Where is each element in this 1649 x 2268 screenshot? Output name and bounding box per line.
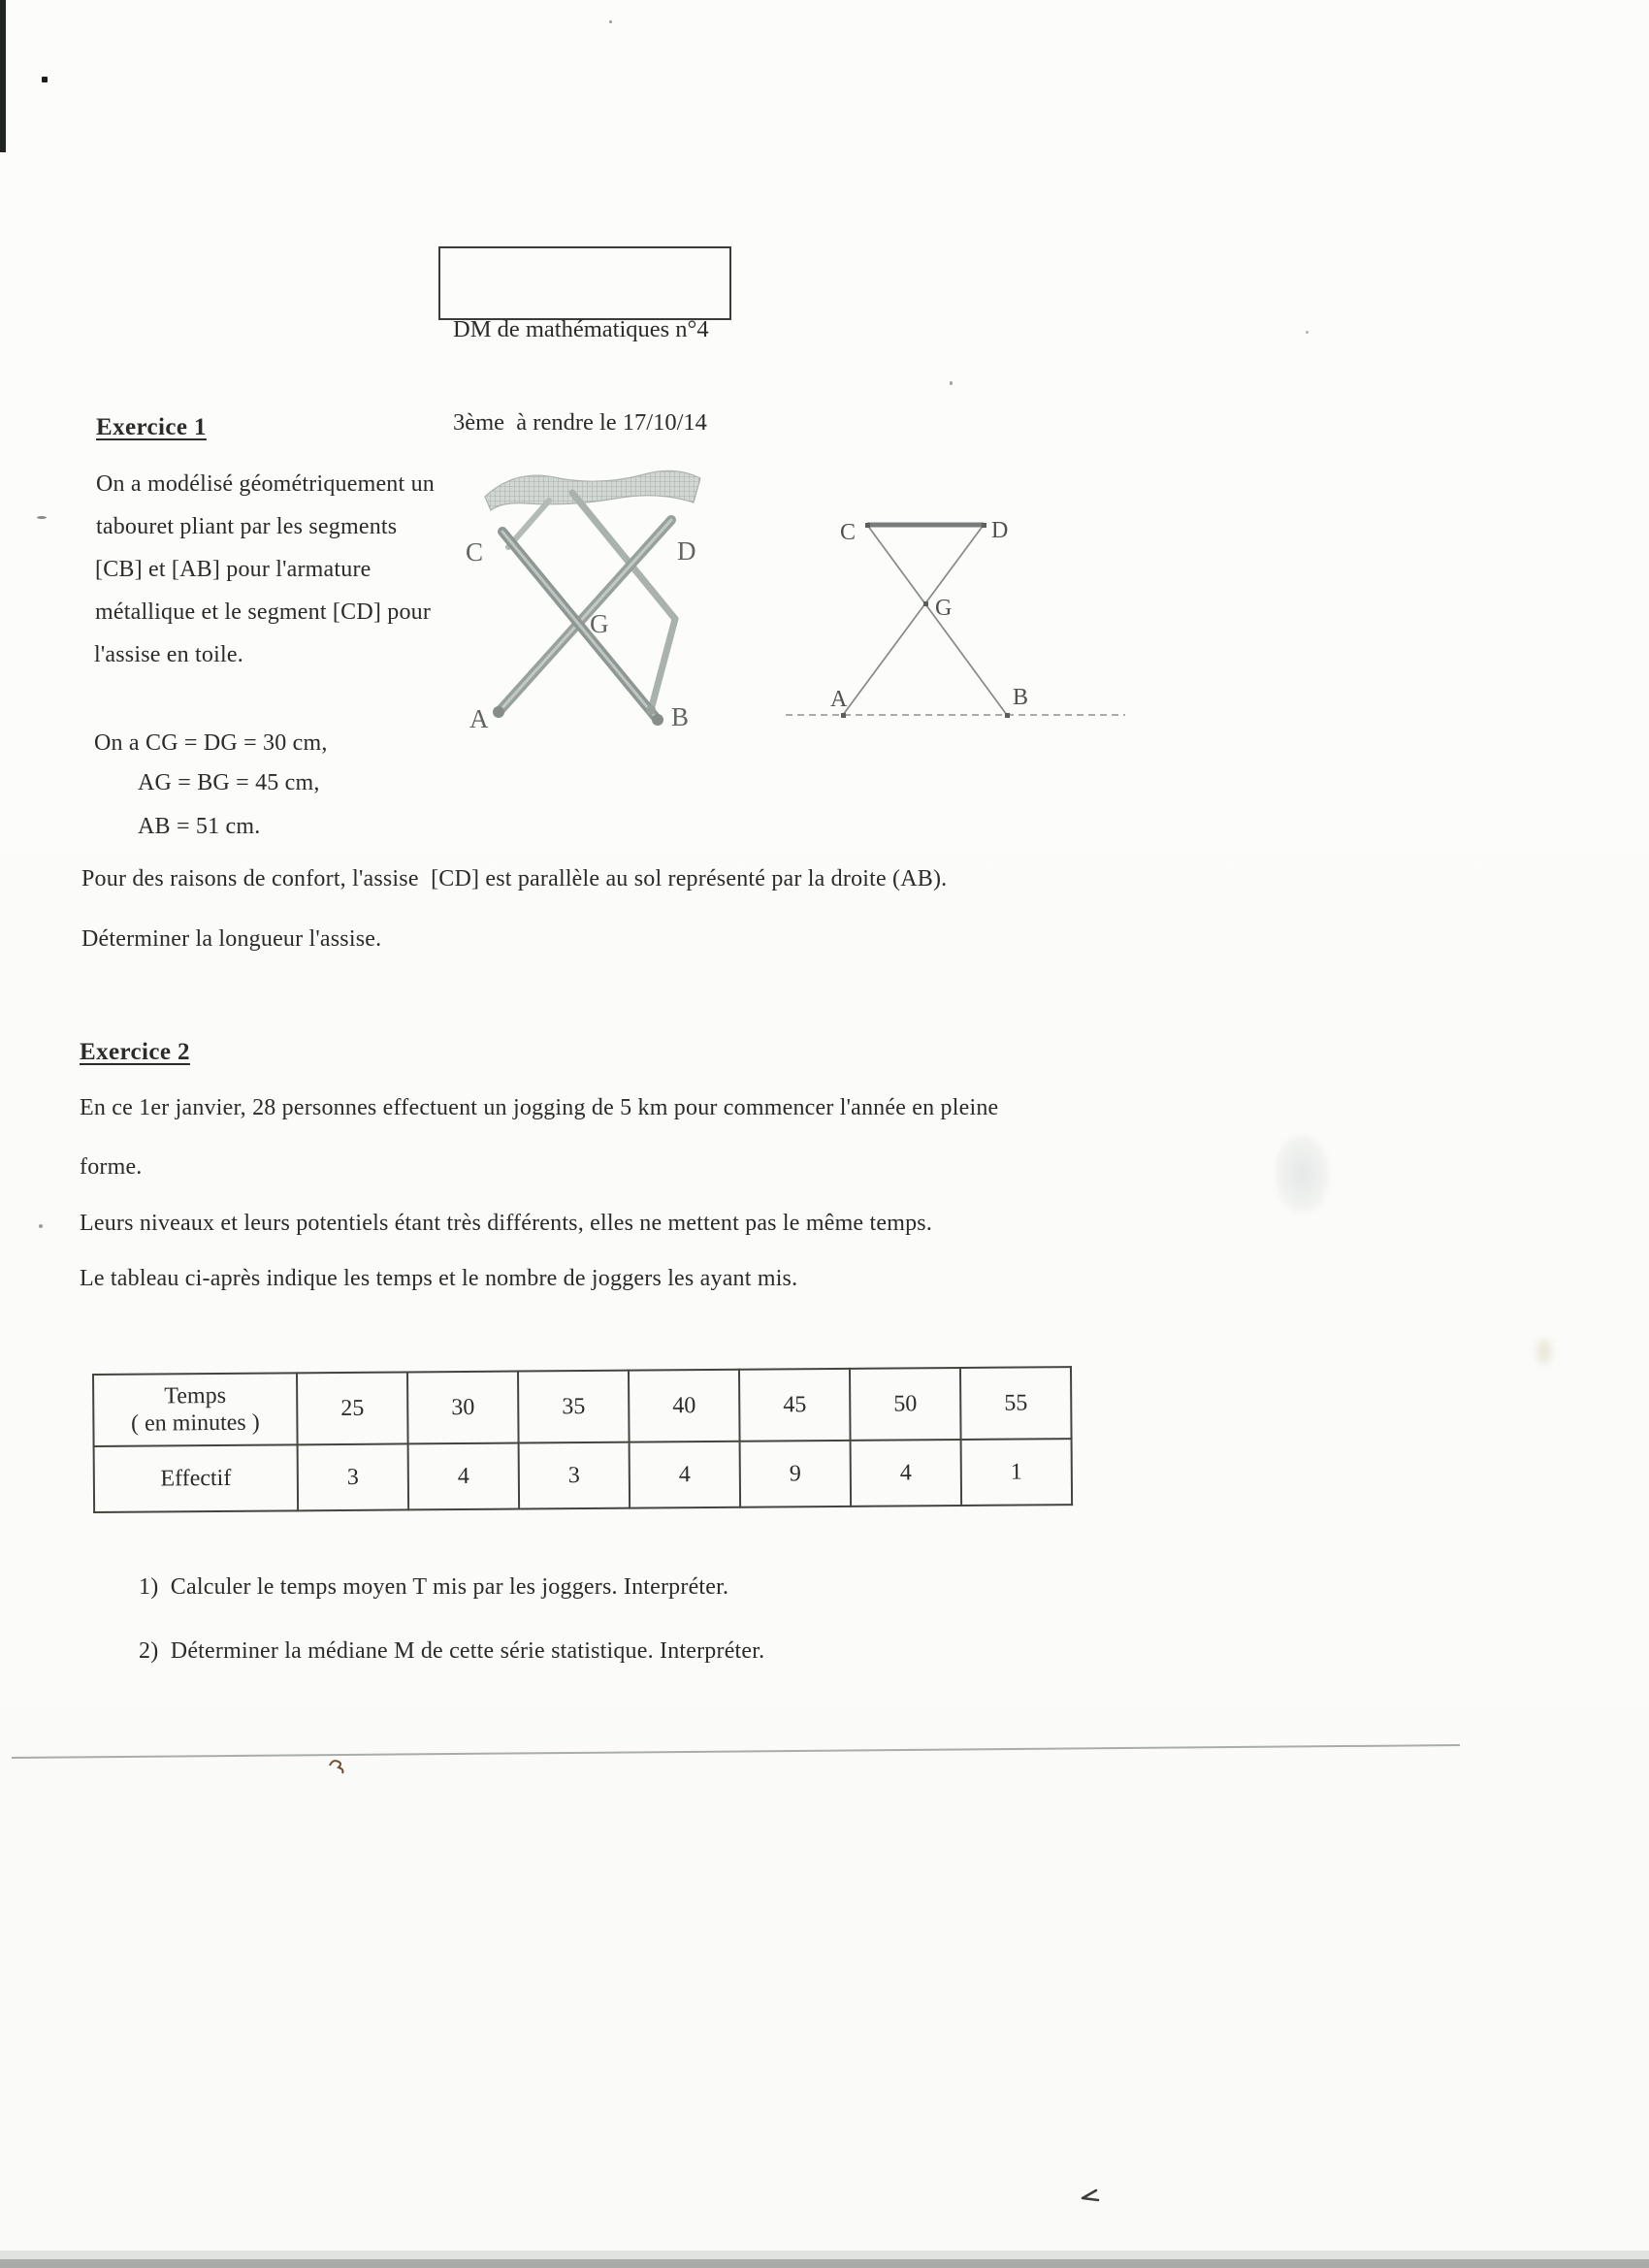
table-cell-count: 3 xyxy=(298,1443,409,1510)
exercise2-intro-line: Le tableau ci-après indique les temps et le nombre de joggers les ayant mis. xyxy=(80,1266,798,1291)
scan-speck xyxy=(37,516,47,519)
pen-squiggle-mark xyxy=(330,1761,343,1773)
table-cell-time: 50 xyxy=(850,1368,961,1441)
table-cell-count: 9 xyxy=(740,1441,852,1507)
exercise2-intro-line: Leurs niveaux et leurs potentiels étant très différents, elles ne mettent pas le même temps. xyxy=(80,1211,933,1236)
table-cell-time: 45 xyxy=(739,1369,851,1442)
stool-label-C: C xyxy=(466,537,484,567)
exercise2-intro-line: forme. xyxy=(80,1154,143,1180)
scan-smudge xyxy=(1276,1135,1329,1213)
folding-stool-photo xyxy=(456,452,747,748)
exercise1-intro-line: l'assise en toile. xyxy=(94,642,243,667)
stool-seat-fabric xyxy=(485,470,700,510)
diagram-label-C: C xyxy=(840,520,857,545)
table-cell-time: 30 xyxy=(407,1372,519,1444)
measurement-line: AB = 51 cm. xyxy=(138,814,261,839)
geometry-diagram xyxy=(786,473,1125,737)
exercise2-heading: Exercice 2 xyxy=(80,1039,190,1065)
diagram-label-B: B xyxy=(1013,685,1029,710)
table-cell-time: 55 xyxy=(960,1367,1072,1440)
sheet-bottom-edge xyxy=(0,1736,1649,1804)
homework-header-box xyxy=(438,246,731,436)
exercise1-task: Déterminer la longueur l'assise. xyxy=(81,926,382,952)
diagram-label-A: A xyxy=(830,687,848,712)
temps-label-line1: Temps xyxy=(164,1382,227,1409)
scan-speck xyxy=(950,381,953,385)
scan-speck xyxy=(42,77,48,82)
exercise1-intro-line: tabouret pliant par les segments xyxy=(96,514,398,539)
table-cell-count: 1 xyxy=(961,1439,1073,1506)
exercise2-question-2: 2) Déterminer la médiane M de cette série statistique. Interpréter. xyxy=(139,1638,765,1664)
small-check-mark xyxy=(1077,2185,1112,2212)
header-title: DM de mathématiques n°4 xyxy=(453,316,709,342)
exercise2-question-1: 1) Calculer le temps moyen T mis par les joggers. Interpréter. xyxy=(139,1574,729,1600)
temps-label-line2: ( en minutes ) xyxy=(130,1409,260,1437)
stool-label-D: D xyxy=(677,536,696,566)
table-cell-count: 3 xyxy=(519,1442,630,1509)
exercise1-heading: Exercice 1 xyxy=(96,414,207,440)
exercise1-note: Pour des raisons de confort, l'assise [CD] est parallèle au sol représenté par la droite (AB). xyxy=(81,866,948,891)
table-cell-time: 35 xyxy=(518,1371,630,1443)
exercise1-intro-line: métallique et le segment [CD] pour xyxy=(95,599,432,625)
table-cell-count: 4 xyxy=(408,1443,520,1510)
measurement-line: On a CG = DG = 30 cm, xyxy=(94,730,328,756)
scanner-edge-strip-top-left xyxy=(0,0,6,152)
table-header-effectif: Effectif xyxy=(94,1444,299,1512)
scan-speck xyxy=(1306,331,1309,334)
stool-label-G: G xyxy=(590,609,609,638)
scan-smudge xyxy=(1535,1337,1554,1366)
diagram-label-G: G xyxy=(935,596,953,621)
scan-speck xyxy=(39,1224,43,1228)
measurement-line: AG = BG = 45 cm, xyxy=(138,770,320,795)
table-cell-time: 25 xyxy=(297,1372,408,1444)
exercise1-intro-line: On a modélisé géométriquement un xyxy=(96,471,435,497)
header-due-date: 3ème à rendre le 17/10/14 xyxy=(453,409,707,436)
stool-label-B: B xyxy=(671,702,690,731)
table-cell-count: 4 xyxy=(630,1442,741,1508)
table-row-times xyxy=(93,1367,1072,1446)
table-row-counts xyxy=(94,1439,1073,1512)
stool-label-A: A xyxy=(469,704,489,733)
scanner-strip-dark xyxy=(0,2259,1649,2268)
table-header-temps xyxy=(93,1373,298,1446)
table-cell-time: 40 xyxy=(629,1370,740,1442)
table-cell-count: 4 xyxy=(851,1440,962,1507)
statistics-table xyxy=(92,1366,1073,1513)
diagram-label-D: D xyxy=(991,518,1009,543)
scan-speck xyxy=(609,20,612,23)
exercise1-intro-line: [CB] et [AB] pour l'armature xyxy=(95,557,372,582)
exercise2-intro-line: En ce 1er janvier, 28 personnes effectuent un jogging de 5 km pour commencer l'année en pleine xyxy=(80,1095,999,1120)
